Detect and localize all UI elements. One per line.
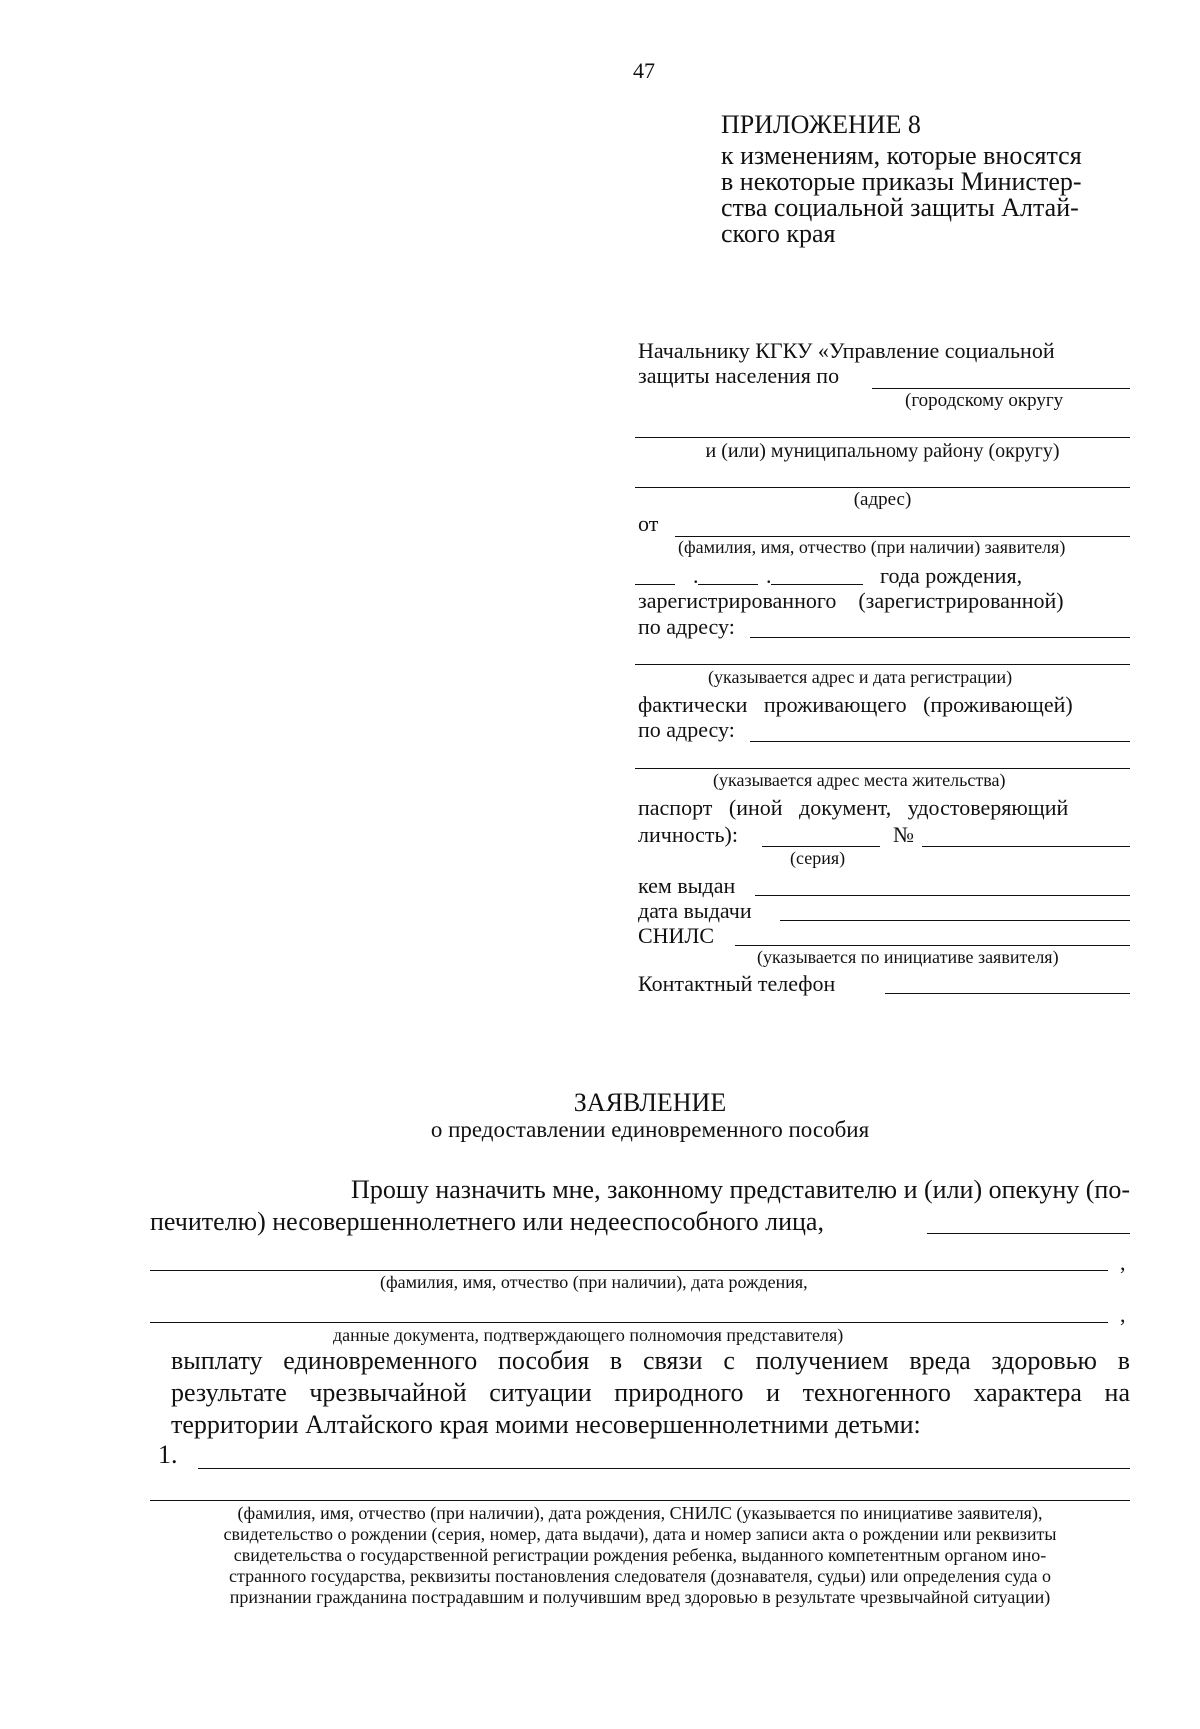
hint-reg: (указывается адрес и дата регистрации) bbox=[708, 667, 1013, 687]
statement-title: ЗАЯВЛЕНИЕ bbox=[573, 1088, 727, 1117]
footnote-line: (фамилия, имя, отчество (при наличии), дата рождения, СНИЛС (указывается по инициативе заявителя), bbox=[237, 1503, 1043, 1523]
fill-line-city bbox=[872, 388, 1130, 389]
statement-subtitle: о предоставлении единовременного пособия bbox=[430, 1117, 870, 1142]
fill-line-issue-date bbox=[780, 920, 1130, 921]
fill-line-phone bbox=[885, 993, 1130, 994]
passport-line1: паспорт (иной документ, удостоверяющий bbox=[638, 795, 1069, 820]
fill-line-person1 bbox=[927, 1233, 1130, 1234]
page-number: 47 bbox=[633, 58, 655, 83]
living-line: фактически проживающего (проживающей) bbox=[638, 692, 1073, 717]
appendix-title: ПРИЛОЖЕНИЕ 8 bbox=[721, 110, 921, 139]
fill-line-snils bbox=[735, 945, 1130, 946]
fill-line-live-address2 bbox=[635, 768, 1130, 769]
registered-line: зарегистрированного (зарегистрированной) bbox=[638, 588, 1064, 613]
fill-line-number bbox=[922, 846, 1130, 847]
hint-city: (городскому округу bbox=[905, 390, 1064, 411]
reg-address-label: по адресу: bbox=[638, 614, 735, 639]
hint-live: (указывается адрес места жительства) bbox=[713, 770, 1006, 790]
addressee-line1: Начальнику КГКУ «Управление социальной bbox=[638, 338, 1055, 363]
fill-line-doc bbox=[150, 1322, 1108, 1323]
from-label: от bbox=[638, 511, 659, 536]
fill-birth-month bbox=[698, 584, 758, 585]
appendix-line: ского края bbox=[721, 219, 836, 248]
date-dot: . bbox=[766, 563, 772, 588]
number-sign: № bbox=[893, 822, 914, 847]
fill-line-reg-address bbox=[750, 637, 1130, 638]
comma: , bbox=[1120, 1302, 1126, 1327]
date-dot: . bbox=[693, 563, 699, 588]
fill-line-child bbox=[198, 1468, 1130, 1469]
snils-label: СНИЛС bbox=[638, 923, 715, 948]
footnote-line: признании гражданина пострадавшим и получившим вред здоровью в результате чрезвычайной ситуации) bbox=[229, 1587, 1051, 1607]
footnote-line: свидетельство о рождении (серия, номер, дата выдачи), дата и номер записи акта о рождении или реквизиты bbox=[223, 1524, 1057, 1544]
fill-line-address bbox=[635, 487, 1130, 488]
hint-snils: (указывается по инициативе заявителя) bbox=[757, 947, 1059, 967]
para1-line1: Прошу назначить мне, законному представителю и (или) опекуну (по- bbox=[351, 1175, 1130, 1204]
fill-line-person2 bbox=[150, 1270, 1108, 1271]
fill-line-district bbox=[635, 437, 1130, 438]
fill-line-series bbox=[762, 846, 880, 847]
issue-date-label: дата выдачи bbox=[638, 898, 752, 923]
para2-line: выплату единовременного пособия в связи с получением вреда здоровью в bbox=[171, 1346, 1130, 1375]
appendix-line: к изменениям, которые вносятся bbox=[721, 141, 1082, 170]
footnote bbox=[140, 1503, 1140, 1608]
hint-doc: данные документа, подтверждающего полномочия представителя) bbox=[333, 1325, 844, 1345]
item-number: 1. bbox=[158, 1440, 178, 1469]
fill-birth-year bbox=[771, 584, 863, 585]
hint-address: (адрес) bbox=[853, 489, 912, 510]
passport-line2: личность): bbox=[638, 822, 738, 847]
appendix-line: в некоторые приказы Министер- bbox=[721, 167, 1082, 196]
para1-line2: печителю) несовершеннолетнего или недееспособного лица, bbox=[150, 1207, 824, 1236]
hint-district: и (или) муниципальному району (округу) bbox=[705, 440, 1060, 462]
phone-label: Контактный телефон bbox=[638, 971, 836, 996]
fill-line-reg-address2 bbox=[635, 664, 1130, 665]
fill-birth-day bbox=[635, 584, 675, 585]
footnote-line: свидетельства о государственной регистрации рождения ребенка, выданного компетентным органом ино- bbox=[233, 1545, 1047, 1565]
hint-series: (серия) bbox=[790, 848, 846, 868]
fill-line-live-address bbox=[750, 741, 1130, 742]
para2-line: территории Алтайского края моими несовершеннолетними детьми: bbox=[171, 1410, 921, 1439]
birth-suffix: года рождения, bbox=[880, 563, 1023, 588]
comma: , bbox=[1120, 1250, 1126, 1275]
issued-by-label: кем выдан bbox=[638, 873, 736, 898]
addressee-line2: защиты населения по bbox=[638, 363, 840, 388]
fill-line-child2 bbox=[150, 1500, 1130, 1501]
para2-line: результате чрезвычайной ситуации природного и техногенного характера на bbox=[171, 1378, 1130, 1407]
hint-person: (фамилия, имя, отчество (при наличии), дата рождения, bbox=[380, 1272, 808, 1292]
appendix-text bbox=[721, 143, 1082, 247]
fill-line-issued-by bbox=[755, 895, 1130, 896]
footnote-line: странного государства, реквизиты постановления следователя (дознавателя, судьи) или определения суда о bbox=[229, 1566, 1051, 1586]
hint-fio: (фамилия, имя, отчество (при наличии) заявителя) bbox=[678, 537, 1066, 557]
live-address-label: по адресу: bbox=[638, 717, 735, 742]
appendix-line: ства социальной защиты Алтай- bbox=[721, 193, 1079, 222]
